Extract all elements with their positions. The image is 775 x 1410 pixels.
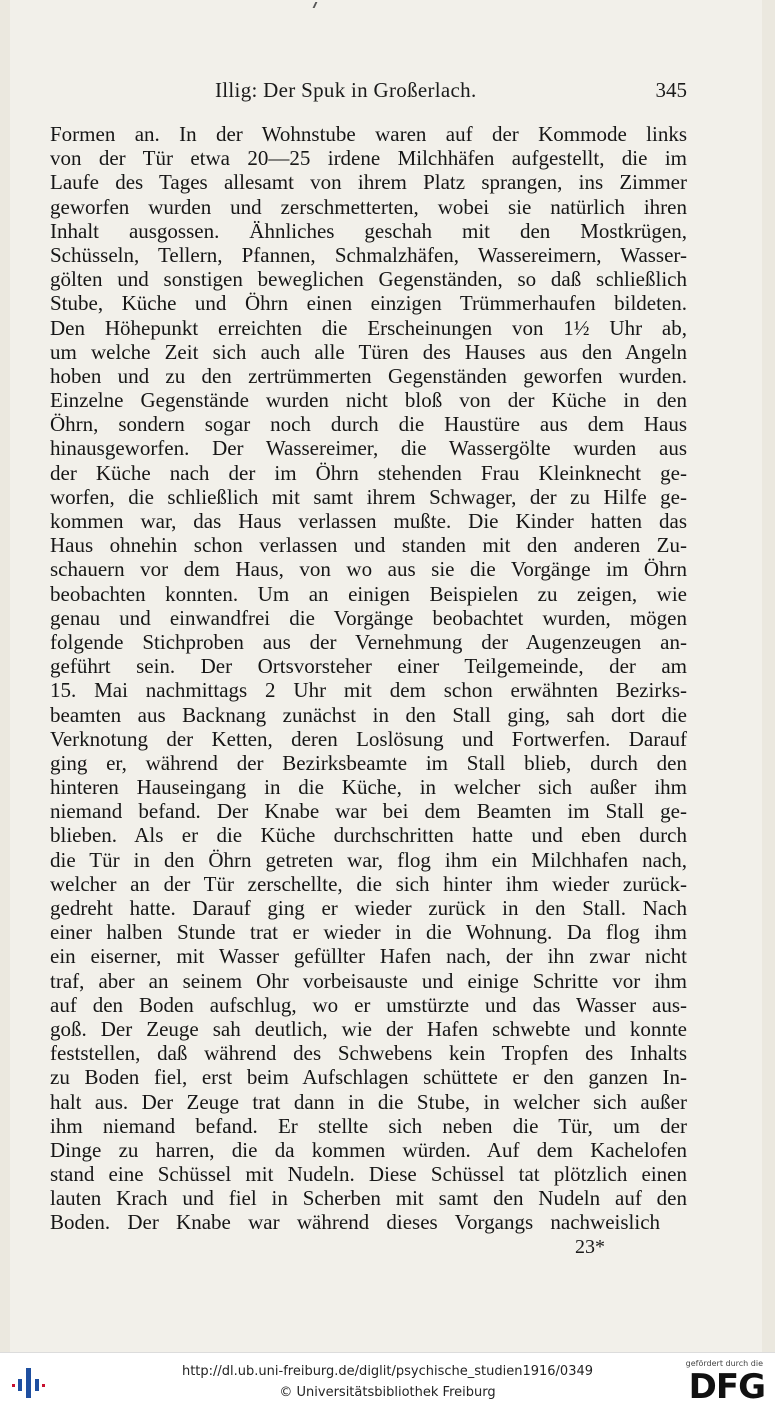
text-line: genau und einwandfrei die Vorgänge beobachtet wurden, mögen (50, 605, 687, 630)
text-line: um welche Zeit sich auch alle Türen des Hauses aus den Angeln (50, 339, 687, 364)
text-line: beobachten konnten. Um an einigen Beispielen zu zeigen, wie (50, 581, 687, 606)
text-line: beamten aus Backnang zunächst in den Stall ging, sah dort die (50, 702, 687, 727)
text-line: Dinge zu harren, die da kommen würden. Auf dem Kachelofen (50, 1137, 687, 1162)
funder-note: gefördert durch die (685, 1359, 763, 1368)
text-line: worfen, die schließlich mit samt ihrem Schwager, der zu Hilfe ge- (50, 484, 687, 509)
text-line: gedreht hatte. Darauf ging er wieder zurück in den Stall. Nach (50, 896, 687, 920)
text-line: kommen war, das Haus verlassen mußte. Die Kinder hatten das (50, 509, 687, 533)
text-line: halt aus. Der Zeuge trat dann in die Stube, in welcher sich außer (50, 1089, 687, 1114)
page-number: 345 (655, 78, 687, 102)
text-line: 15. Mai nachmittags 2 Uhr mit dem schon erwähnten Bezirks- (50, 678, 687, 703)
text-line: stand eine Schüssel mit Nudeln. Diese Schüssel tat plötzlich einen (50, 1162, 687, 1187)
text-line: Den Höhepunkt erreichten die Erscheinungen von 1½ Uhr ab, (50, 315, 687, 340)
text-line: von der Tür etwa 20—25 irdene Milchhäfen aufgestellt, die im (50, 146, 687, 171)
text-line: hinteren Hauseingang in die Küche, in welcher sich außer ihm (50, 775, 687, 800)
text-line: einer halben Stunde trat er wieder in die Wohnung. Da flog ihm (50, 920, 687, 945)
text-line: Öhrn, sondern sogar noch durch die Haustüre aus dem Haus (50, 412, 687, 437)
copyright-notice: © Universitätsbibliothek Freiburg (279, 1385, 496, 1400)
text-line: blieben. Als er die Küche durchschritten hatte und eben durch (50, 823, 687, 848)
text-line: gölten und sonstigen beweglichen Gegenständen, so daß schließlich (50, 267, 687, 292)
text-line: ging er, während der Bezirksbeamte im Stall blieb, durch den (50, 750, 687, 775)
text-line: lauten Krach und fiel in Scherben mit samt den Nudeln auf den (50, 1186, 687, 1211)
signature-mark: 23* (575, 1236, 605, 1258)
text-line: der Küche nach der im Öhrn stehenden Frau Kleinknecht ge- (50, 460, 687, 485)
text-line: folgende Stichproben aus der Vernehmung der Augenzeugen an- (50, 629, 687, 654)
text-line: hinausgeworfen. Der Wassereimer, die Wassergölte wurden aus (50, 436, 687, 461)
footer-bar (0, 1352, 775, 1410)
text-line: die Tür in den Öhrn getreten war, flog ihm ein Milchhafen nach, (50, 847, 687, 872)
text-line: Schüsseln, Tellern, Pfannen, Schmalzhäfen, Wassereimern, Wasser- (50, 242, 687, 267)
dfg-logo[interactable]: DFG (688, 1367, 765, 1407)
document-url-link[interactable]: http://dl.ub.uni-freiburg.de/diglit/psychische_studien1916/0349 (181, 1364, 594, 1379)
body-text (50, 122, 687, 1235)
text-line: Inhalt ausgossen. Ähnliches geschah mit den Mostkrügen, (50, 218, 687, 243)
text-line: niemand befand. Der Knabe war bei dem Beamten im Stall ge- (50, 799, 687, 824)
text-line: geführt sein. Der Ortsvorsteher einer Teilgemeinde, der am (50, 654, 687, 679)
text-line: Formen an. In der Wohnstube waren auf der Kommode links (50, 122, 687, 146)
text-line: feststellen, daß während des Schwebens kein Tropfen des Inhalts (50, 1041, 687, 1066)
text-line: Einzelne Gegenstände wurden nicht bloß von der Küche in den (50, 388, 687, 413)
text-line: welcher an der Tür zerschellte, die sich hinter ihm wieder zurück- (50, 871, 687, 896)
page-header (50, 78, 687, 104)
text-line: Boden. Der Knabe war während dieses Vorgangs nachweislich (50, 1210, 661, 1235)
running-title: Illig: Der Spuk in Großerlach. (215, 78, 477, 102)
text-line: zu Boden fiel, erst beim Aufschlagen schüttete er den ganzen In- (50, 1065, 687, 1090)
text-line: ihm niemand befand. Er stellte sich neben die Tür, um der (50, 1113, 687, 1138)
text-line: goß. Der Zeuge sah deutlich, wie der Hafen schwebte und konnte (50, 1016, 687, 1041)
text-line: auf den Boden aufschlug, wo er umstürzte und das Wasser aus- (50, 992, 687, 1017)
text-line: Laufe des Tages allesamt von ihrem Platz sprangen, ins Zimmer (50, 170, 687, 195)
text-line: Haus ohnehin schon verlassen und standen mit den anderen Zu- (50, 533, 687, 558)
text-line: ein eiserner, mit Wasser gefüllter Hafen nach, der ihn zwar nicht (50, 944, 687, 969)
text-line: Stube, Küche und Öhrn einen einzigen Trümmerhaufen bildeten. (50, 291, 687, 316)
text-line: traf, aber an seinem Ohr vorbeisauste und einige Schritte vor ihm (50, 968, 687, 993)
text-line: hoben und zu den zertrümmerten Gegenständen geworfen wurden. (50, 363, 687, 388)
text-line: geworfen wurden und zerschmetterten, wobei sie natürlich ihren (50, 194, 687, 219)
ink-speck (313, 2, 318, 8)
text-line: schauern vor dem Haus, von wo aus sie die Vorgänge im Öhrn (50, 557, 687, 582)
text-line: Verknotung der Ketten, deren Loslösung und Fortwerfen. Darauf (50, 726, 687, 751)
